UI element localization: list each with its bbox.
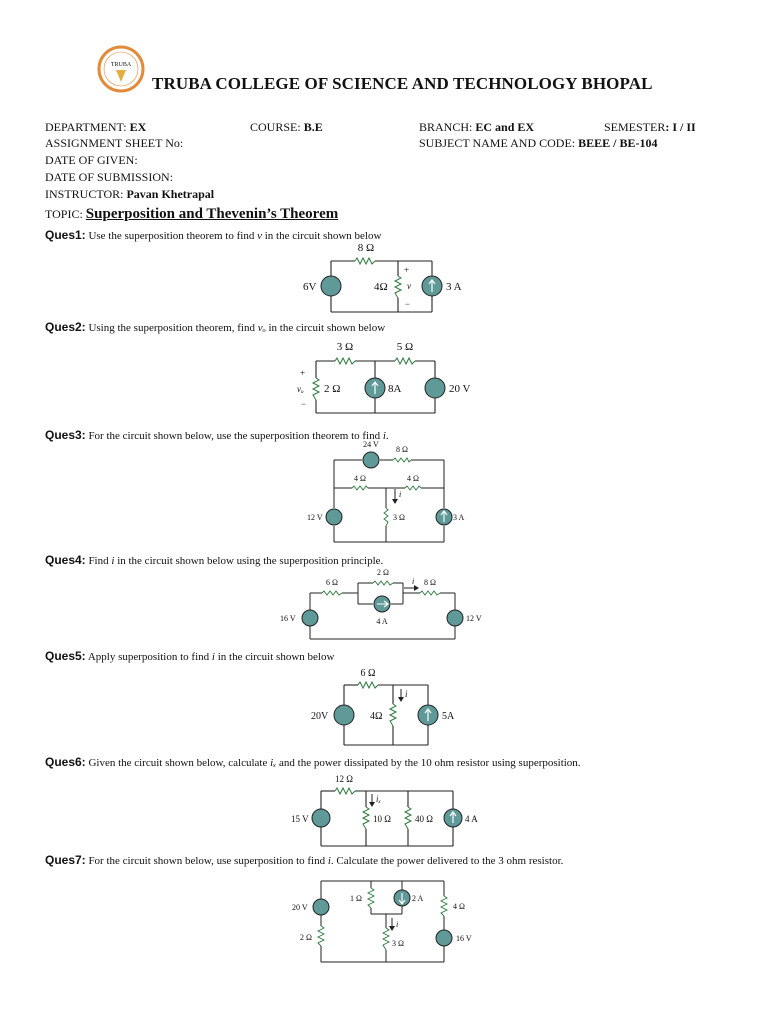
- label-10ohm: 10 Ω: [373, 814, 391, 824]
- label-12ohm: 12 Ω: [335, 774, 353, 784]
- label-20v: 20 V: [449, 383, 471, 395]
- label-4ohm-left: 4 Ω: [354, 474, 366, 483]
- voltage-source-20v: [313, 899, 329, 915]
- label-i: i: [396, 920, 399, 929]
- label-ix: iₓ: [376, 794, 382, 804]
- resistor-2ohm: [318, 926, 324, 946]
- label-5a: 5A: [442, 711, 455, 722]
- question-7: Ques7: For the circuit shown below, use superposition to find i. Calculate the power delivered to the 3 ohm resistor.: [45, 853, 564, 867]
- label-3ohm: 3 Ω: [336, 341, 354, 353]
- label-plus: +: [404, 265, 410, 275]
- label-6v: 6V: [303, 281, 317, 293]
- label-plus: +: [300, 368, 306, 378]
- label-40ohm: 40 Ω: [415, 814, 433, 824]
- label-2ohm: 2 Ω: [324, 383, 341, 395]
- label-16v: 16 V: [456, 934, 472, 943]
- label-4ohm-right: 4 Ω: [407, 474, 419, 483]
- date-submission-line: DATE OF SUBMISSION:: [45, 170, 174, 184]
- label-16v: 16 V: [280, 614, 296, 623]
- label-3a: 3 A: [446, 281, 462, 293]
- label-i: i: [412, 577, 415, 586]
- subject-line: SUBJECT NAME AND CODE: BEEE / BE-104: [419, 136, 658, 150]
- label-4ohm: 4Ω: [374, 281, 388, 293]
- date-given-line: DATE OF GIVEN:: [45, 153, 138, 167]
- label-2ohm: 2 Ω: [377, 568, 389, 577]
- logo-text: TRUBA: [110, 62, 132, 68]
- label-i: i: [405, 689, 408, 699]
- label-24v: 24 V: [363, 440, 379, 449]
- label-8a: 8A: [388, 383, 402, 395]
- topic-line: TOPIC: Superposition and Thevenin’s Theorem: [45, 206, 339, 222]
- label-3a: 3 A: [453, 513, 465, 522]
- branch-line: BRANCH: EC and EX: [419, 120, 535, 134]
- label-12v: 12 V: [307, 513, 323, 522]
- question-1: Ques1: Use the superposition theorem to find v in the circuit shown below: [45, 228, 382, 242]
- question-2: Ques2: Using the superposition theorem, find vₒ in the circuit shown below: [45, 320, 386, 334]
- label-6ohm: 6 Ω: [360, 668, 376, 679]
- label-4a: 4 A: [465, 814, 478, 824]
- assignment-sheet-line: ASSIGNMENT SHEET No:: [45, 136, 184, 150]
- label-minus: −: [405, 299, 411, 309]
- voltage-source-16v: [436, 930, 452, 946]
- semester-line: SEMESTER: I / II: [604, 120, 696, 134]
- label-20v: 20V: [311, 711, 329, 722]
- label-8ohm: 8 Ω: [424, 578, 436, 587]
- department-line: DEPARTMENT: EX: [45, 120, 147, 134]
- label-4ohm: 4 Ω: [453, 902, 465, 911]
- label-4ohm: 4Ω: [370, 711, 383, 722]
- label-i: i: [399, 490, 402, 499]
- label-6ohm: 6 Ω: [326, 578, 338, 587]
- label-20v: 20 V: [292, 903, 308, 912]
- label-minus: −: [301, 399, 307, 409]
- label-8ohm: 8 Ω: [357, 242, 375, 254]
- question-4: Ques4: Find i in the circuit shown below using the superposition principle.: [45, 553, 384, 567]
- question-3: Ques3: For the circuit shown below, use the superposition theorem to find i.: [45, 428, 389, 442]
- course-line: COURSE: B.E: [250, 120, 323, 134]
- resistor-4ohm: [441, 896, 447, 916]
- label-5ohm: 5 Ω: [396, 341, 414, 353]
- label-3ohm: 3 Ω: [393, 513, 405, 522]
- label-1ohm: 1 Ω: [350, 894, 362, 903]
- label-12v: 12 V: [466, 614, 482, 623]
- resistor-1ohm: [368, 888, 374, 908]
- label-vo: vₒ: [297, 384, 304, 394]
- label-2a: 2 A: [412, 894, 424, 903]
- label-4a: 4 A: [376, 617, 388, 626]
- question-5: Ques5: Apply superposition to find i in the circuit shown below: [45, 649, 335, 663]
- question-6: Ques6: Given the circuit shown below, calculate iₓ and the power dissipated by the 10 ohm resistor using superposition.: [45, 755, 581, 769]
- label-v: v: [407, 281, 411, 291]
- label-8ohm: 8 Ω: [396, 445, 408, 454]
- label-15v: 15 V: [291, 814, 309, 824]
- college-title: TRUBA COLLEGE OF SCIENCE AND TECHNOLOGY BHOPAL: [152, 74, 653, 93]
- resistor-3ohm: [383, 928, 389, 950]
- label-2ohm: 2 Ω: [300, 933, 312, 942]
- label-3ohm: 3 Ω: [392, 939, 404, 948]
- instructor-line: INSTRUCTOR: Pavan Khetrapal: [45, 187, 215, 201]
